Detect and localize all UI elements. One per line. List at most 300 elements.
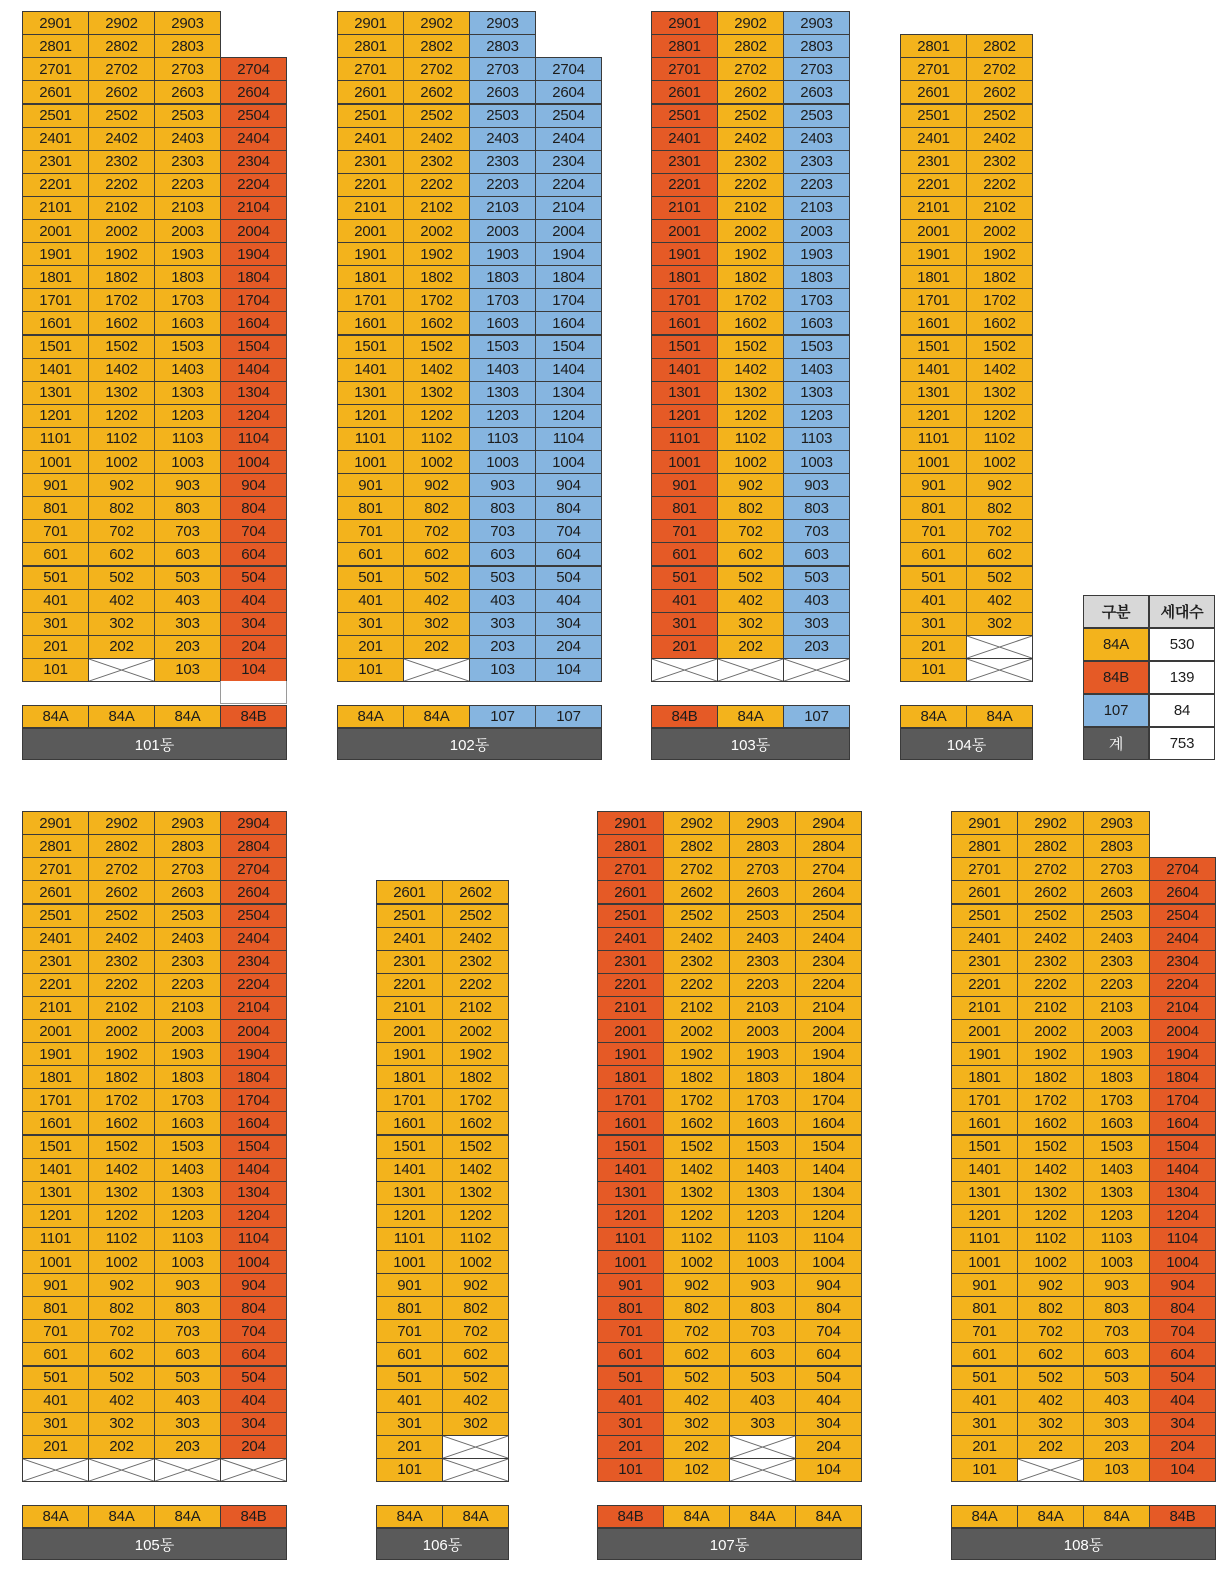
unit-cell: 1501	[951, 1135, 1018, 1159]
unit-type-cell: 107	[535, 705, 602, 728]
unit-cell: 103	[154, 658, 221, 682]
unit-cell: 704	[220, 519, 287, 543]
unit-cell: 2703	[154, 857, 221, 881]
unit-cell: 1804	[795, 1065, 862, 1089]
unit-cell: 2603	[469, 80, 536, 104]
unit-cell: 2004	[795, 1019, 862, 1043]
unit-cell: 2304	[220, 150, 287, 174]
unit-cell: 501	[22, 566, 89, 590]
unit-cell: 2901	[22, 811, 89, 835]
unit-cell: 1903	[154, 1042, 221, 1066]
unit-cell: 2101	[22, 996, 89, 1020]
unit-cell: 2501	[22, 904, 89, 928]
unit-cell: 1204	[1149, 1204, 1216, 1228]
unit-cell: 2704	[1149, 857, 1216, 881]
unit-cell: 1103	[469, 427, 536, 451]
unit-cell: 1401	[597, 1158, 664, 1182]
unit-cell: 2703	[783, 57, 850, 81]
unit-cell: 2004	[220, 1019, 287, 1043]
x-mark-icon	[404, 659, 469, 681]
unit-cell: 2103	[783, 196, 850, 220]
unit-cell: 1603	[154, 1111, 221, 1135]
unit-cell: 101	[22, 658, 89, 682]
unit-cell: 1702	[1017, 1088, 1084, 1112]
unit-cell: 2602	[403, 80, 470, 104]
unit-cell: 2202	[403, 173, 470, 197]
unit-cell: 304	[535, 612, 602, 636]
unit-cell: 603	[154, 1342, 221, 1366]
unit-cell: 101	[951, 1458, 1018, 1482]
unit-cell: 1303	[1083, 1181, 1150, 1205]
unit-cell: 601	[22, 542, 89, 566]
unit-cell: 2203	[154, 173, 221, 197]
unit-cell: 2101	[651, 196, 718, 220]
unit-cell: 1303	[783, 381, 850, 405]
unit-cell: 2301	[900, 150, 967, 174]
no-unit-cell	[22, 1458, 89, 1482]
unit-cell: 2101	[22, 196, 89, 220]
unit-cell: 401	[951, 1389, 1018, 1413]
unit-cell: 2603	[729, 880, 796, 904]
unit-cell: 1804	[535, 265, 602, 289]
unit-cell: 404	[220, 1389, 287, 1413]
unit-cell: 1202	[663, 1204, 730, 1228]
unit-cell: 1604	[220, 1111, 287, 1135]
unit-cell: 2403	[783, 127, 850, 151]
x-mark-icon	[730, 1459, 795, 1481]
no-unit-cell	[729, 1435, 796, 1459]
unit-cell: 602	[966, 542, 1033, 566]
unit-cell: 902	[717, 473, 784, 497]
unit-cell: 1302	[1017, 1181, 1084, 1205]
unit-type-cell: 84B	[651, 705, 718, 728]
unit-cell: 1201	[337, 404, 404, 428]
unit-cell: 1202	[717, 404, 784, 428]
unit-cell: 2202	[88, 173, 155, 197]
building-label: 103동	[651, 728, 850, 760]
unit-cell: 2003	[1083, 1019, 1150, 1043]
unit-cell: 1204	[535, 404, 602, 428]
unit-cell: 1703	[1083, 1088, 1150, 1112]
unit-cell: 2004	[220, 219, 287, 243]
unit-cell: 1001	[22, 1250, 89, 1274]
unit-cell: 504	[795, 1366, 862, 1390]
unit-cell: 1803	[154, 1065, 221, 1089]
legend-header-count: 세대수	[1149, 595, 1215, 628]
unit-cell: 1503	[1083, 1135, 1150, 1159]
unit-cell: 301	[337, 612, 404, 636]
unit-cell: 302	[403, 612, 470, 636]
unit-cell: 1003	[1083, 1250, 1150, 1274]
x-mark-icon	[443, 1436, 508, 1458]
unit-cell: 2404	[220, 127, 287, 151]
unit-cell: 502	[442, 1366, 509, 1390]
unit-cell: 2902	[403, 11, 470, 35]
unit-cell: 902	[88, 473, 155, 497]
unit-cell: 1501	[22, 335, 89, 359]
unit-cell: 501	[900, 566, 967, 590]
unit-cell: 2101	[337, 196, 404, 220]
unit-cell: 904	[1149, 1273, 1216, 1297]
unit-cell: 2204	[220, 173, 287, 197]
unit-cell: 1302	[442, 1181, 509, 1205]
unit-cell: 1003	[783, 450, 850, 474]
no-unit-cell	[783, 658, 850, 682]
unit-cell: 1402	[966, 358, 1033, 382]
unit-cell: 2602	[88, 880, 155, 904]
x-mark-icon	[652, 659, 717, 681]
unit-cell: 701	[376, 1319, 443, 1343]
no-unit-cell	[403, 658, 470, 682]
unit-cell: 2102	[88, 996, 155, 1020]
unit-cell: 1301	[22, 1181, 89, 1205]
unit-cell: 101	[900, 658, 967, 682]
unit-cell: 601	[376, 1342, 443, 1366]
unit-cell: 602	[88, 1342, 155, 1366]
unit-cell: 302	[88, 612, 155, 636]
x-mark-icon	[967, 636, 1032, 658]
unit-cell: 1001	[951, 1250, 1018, 1274]
unit-cell: 1504	[535, 335, 602, 359]
unit-cell: 1801	[597, 1065, 664, 1089]
unit-cell: 801	[951, 1296, 1018, 1320]
unit-cell: 703	[154, 519, 221, 543]
unit-cell: 2702	[966, 57, 1033, 81]
no-unit-cell	[966, 658, 1033, 682]
unit-cell: 803	[154, 1296, 221, 1320]
unit-cell: 2903	[154, 811, 221, 835]
unit-cell: 2403	[469, 127, 536, 151]
unit-cell: 104	[535, 658, 602, 682]
unit-cell: 1304	[220, 381, 287, 405]
unit-cell: 1604	[1149, 1111, 1216, 1135]
unit-cell: 2402	[403, 127, 470, 151]
unit-cell: 701	[951, 1319, 1018, 1343]
unit-cell: 1203	[729, 1204, 796, 1228]
unit-cell: 303	[154, 612, 221, 636]
unit-cell: 202	[88, 635, 155, 659]
unit-cell: 603	[729, 1342, 796, 1366]
unit-cell: 2304	[1149, 950, 1216, 974]
unit-cell: 2603	[154, 80, 221, 104]
unit-cell: 1202	[88, 404, 155, 428]
unit-cell: 303	[1083, 1412, 1150, 1436]
unit-cell: 1102	[717, 427, 784, 451]
unit-cell: 1104	[220, 427, 287, 451]
unit-cell: 2402	[717, 127, 784, 151]
unit-cell: 2104	[220, 996, 287, 1020]
unit-cell: 202	[88, 1435, 155, 1459]
unit-cell: 1602	[663, 1111, 730, 1135]
unit-cell: 2502	[966, 104, 1033, 128]
no-unit-cell	[442, 1435, 509, 1459]
unit-cell: 1004	[220, 450, 287, 474]
unit-cell: 1104	[1149, 1227, 1216, 1251]
unit-type-cell: 84A	[403, 705, 470, 728]
unit-cell: 2404	[220, 927, 287, 951]
unit-cell: 1101	[597, 1227, 664, 1251]
unit-cell: 904	[220, 473, 287, 497]
unit-cell: 2902	[88, 11, 155, 35]
unit-cell: 2103	[729, 996, 796, 1020]
unit-cell: 801	[22, 1296, 89, 1320]
unit-cell: 1903	[729, 1042, 796, 1066]
unit-cell: 401	[597, 1389, 664, 1413]
unit-cell: 1904	[795, 1042, 862, 1066]
unit-cell: 804	[220, 1296, 287, 1320]
unit-cell: 2901	[597, 811, 664, 835]
unit-cell: 1302	[88, 381, 155, 405]
unit-cell: 1404	[1149, 1158, 1216, 1182]
unit-cell: 104	[220, 658, 287, 682]
unit-type-cell: 107	[783, 705, 850, 728]
unit-cell: 1501	[900, 335, 967, 359]
unit-cell: 1402	[88, 358, 155, 382]
unit-cell: 1802	[88, 265, 155, 289]
unit-cell: 1003	[154, 1250, 221, 1274]
unit-cell: 2102	[717, 196, 784, 220]
unit-cell: 1203	[154, 1204, 221, 1228]
unit-cell: 1404	[795, 1158, 862, 1182]
unit-cell: 1302	[663, 1181, 730, 1205]
unit-cell: 302	[966, 612, 1033, 636]
unit-cell: 2803	[1083, 834, 1150, 858]
unit-cell: 1803	[154, 265, 221, 289]
unit-cell: 2103	[154, 196, 221, 220]
x-mark-icon	[1018, 1459, 1083, 1481]
unit-cell: 2604	[220, 880, 287, 904]
unit-cell: 2401	[951, 927, 1018, 951]
unit-cell: 1404	[220, 1158, 287, 1182]
unit-cell: 1802	[1017, 1065, 1084, 1089]
unit-cell: 2502	[663, 904, 730, 928]
unit-cell: 2402	[966, 127, 1033, 151]
no-unit-cell	[442, 1458, 509, 1482]
unit-cell: 2401	[22, 127, 89, 151]
unit-type-cell: 84A	[966, 705, 1033, 728]
unit-cell: 2002	[717, 219, 784, 243]
unit-cell: 1001	[376, 1250, 443, 1274]
unit-cell: 1601	[376, 1111, 443, 1135]
unit-cell: 1403	[1083, 1158, 1150, 1182]
unit-cell: 501	[651, 566, 718, 590]
unit-cell: 1904	[1149, 1042, 1216, 1066]
unit-cell: 1203	[469, 404, 536, 428]
unit-cell: 301	[900, 612, 967, 636]
unit-type-cell: 84A	[717, 705, 784, 728]
unit-cell: 301	[22, 612, 89, 636]
unit-cell: 602	[88, 542, 155, 566]
unit-cell: 502	[88, 1366, 155, 1390]
unit-cell: 1201	[597, 1204, 664, 1228]
unit-cell: 1701	[337, 288, 404, 312]
unit-cell: 2602	[442, 880, 509, 904]
unit-cell: 804	[795, 1296, 862, 1320]
unit-cell: 1103	[783, 427, 850, 451]
unit-cell: 1302	[88, 1181, 155, 1205]
unit-cell: 2303	[783, 150, 850, 174]
unit-cell: 2802	[88, 34, 155, 58]
unit-cell: 1002	[403, 450, 470, 474]
unit-cell: 801	[376, 1296, 443, 1320]
legend-type-swatch: 84B	[1083, 661, 1149, 694]
unit-cell: 1501	[376, 1135, 443, 1159]
unit-cell: 1601	[951, 1111, 1018, 1135]
unit-cell: 1201	[22, 404, 89, 428]
unit-cell: 1801	[376, 1065, 443, 1089]
unit-cell: 1402	[442, 1158, 509, 1182]
unit-cell: 2901	[22, 11, 89, 35]
unit-cell: 2103	[1083, 996, 1150, 1020]
unit-cell: 1802	[966, 265, 1033, 289]
unit-cell: 301	[376, 1412, 443, 1436]
unit-cell: 1902	[442, 1042, 509, 1066]
unit-cell: 2802	[663, 834, 730, 858]
unit-cell: 2501	[337, 104, 404, 128]
unit-type-cell: 84A	[1017, 1505, 1084, 1528]
unit-cell: 602	[403, 542, 470, 566]
unit-cell: 2001	[900, 219, 967, 243]
unit-cell: 1803	[1083, 1065, 1150, 1089]
unit-cell: 604	[1149, 1342, 1216, 1366]
unit-cell: 1603	[729, 1111, 796, 1135]
unit-type-cell: 84A	[729, 1505, 796, 1528]
unit-cell: 2702	[1017, 857, 1084, 881]
unit-cell: 1902	[88, 242, 155, 266]
unit-cell: 303	[469, 612, 536, 636]
unit-cell: 604	[220, 542, 287, 566]
unit-cell: 2601	[337, 80, 404, 104]
unit-cell: 2504	[220, 904, 287, 928]
unit-cell: 803	[469, 496, 536, 520]
unit-cell: 403	[469, 589, 536, 613]
unit-type-cell: 84A	[951, 1505, 1018, 1528]
unit-cell: 2403	[154, 927, 221, 951]
unit-cell: 2802	[1017, 834, 1084, 858]
unit-cell: 2601	[22, 80, 89, 104]
unit-cell: 1402	[717, 358, 784, 382]
unit-cell: 1701	[651, 288, 718, 312]
unit-cell: 802	[966, 496, 1033, 520]
unit-cell: 703	[469, 519, 536, 543]
unit-cell: 2502	[403, 104, 470, 128]
unit-cell: 1503	[154, 335, 221, 359]
unit-cell: 1403	[783, 358, 850, 382]
unit-cell: 402	[403, 589, 470, 613]
unit-cell: 1204	[220, 1204, 287, 1228]
unit-cell: 1504	[220, 1135, 287, 1159]
unit-cell: 101	[337, 658, 404, 682]
unit-cell: 2002	[966, 219, 1033, 243]
unit-cell: 801	[597, 1296, 664, 1320]
unit-cell: 1004	[795, 1250, 862, 1274]
unit-cell: 1103	[154, 427, 221, 451]
unit-cell: 2101	[376, 996, 443, 1020]
unit-cell: 1004	[220, 1250, 287, 1274]
unit-cell: 2003	[154, 219, 221, 243]
unit-cell: 601	[337, 542, 404, 566]
unit-cell: 2901	[951, 811, 1018, 835]
unit-cell: 2801	[951, 834, 1018, 858]
unit-cell: 2102	[442, 996, 509, 1020]
unit-cell: 2002	[88, 219, 155, 243]
unit-cell: 502	[717, 566, 784, 590]
unit-cell: 2104	[535, 196, 602, 220]
unit-cell: 2801	[900, 34, 967, 58]
unit-cell: 1303	[154, 1181, 221, 1205]
unit-cell: 704	[220, 1319, 287, 1343]
unit-cell: 702	[1017, 1319, 1084, 1343]
unit-cell: 603	[469, 542, 536, 566]
unit-cell: 2404	[795, 927, 862, 951]
unit-cell: 1603	[469, 311, 536, 335]
unit-cell: 201	[337, 635, 404, 659]
unit-cell: 1201	[376, 1204, 443, 1228]
unit-type-cell: 84A	[442, 1505, 509, 1528]
unit-cell: 204	[220, 1435, 287, 1459]
unit-cell: 2301	[337, 150, 404, 174]
unit-cell: 2104	[1149, 996, 1216, 1020]
unit-cell: 1603	[1083, 1111, 1150, 1135]
unit-type-cell: 84A	[154, 1505, 221, 1528]
unit-type-cell: 84B	[1149, 1505, 1216, 1528]
unit-cell: 101	[597, 1458, 664, 1482]
unit-cell: 1902	[88, 1042, 155, 1066]
unit-cell: 202	[717, 635, 784, 659]
unit-cell: 2003	[154, 1019, 221, 1043]
unit-cell: 2201	[22, 173, 89, 197]
unit-cell: 1802	[403, 265, 470, 289]
unit-cell: 1101	[900, 427, 967, 451]
unit-cell: 1201	[22, 1204, 89, 1228]
unit-cell: 1902	[717, 242, 784, 266]
unit-type-cell: 84A	[900, 705, 967, 728]
unit-cell: 2504	[795, 904, 862, 928]
unit-cell: 203	[154, 635, 221, 659]
unit-cell: 1401	[22, 1158, 89, 1182]
unit-cell: 2802	[403, 34, 470, 58]
unit-cell: 2304	[795, 950, 862, 974]
unit-cell: 302	[663, 1412, 730, 1436]
unit-cell: 2502	[442, 904, 509, 928]
unit-cell: 1902	[403, 242, 470, 266]
no-unit-cell	[154, 1458, 221, 1482]
unit-type-cell: 84A	[1083, 1505, 1150, 1528]
unit-cell: 2201	[337, 173, 404, 197]
unit-cell: 1203	[783, 404, 850, 428]
unit-cell: 303	[154, 1412, 221, 1436]
unit-cell: 804	[220, 496, 287, 520]
unit-cell: 2302	[663, 950, 730, 974]
unit-cell: 1602	[88, 1111, 155, 1135]
unit-cell: 2503	[469, 104, 536, 128]
no-unit-cell	[717, 658, 784, 682]
unit-cell: 2503	[729, 904, 796, 928]
unit-cell: 2603	[783, 80, 850, 104]
unit-cell: 1102	[442, 1227, 509, 1251]
unit-cell: 2004	[1149, 1019, 1216, 1043]
unit-cell: 1204	[220, 404, 287, 428]
unit-cell: 1302	[966, 381, 1033, 405]
unit-cell: 1904	[220, 1042, 287, 1066]
unit-cell: 2403	[1083, 927, 1150, 951]
unit-cell: 1701	[951, 1088, 1018, 1112]
unit-cell: 1002	[663, 1250, 730, 1274]
unit-cell: 2604	[1149, 880, 1216, 904]
unit-cell: 2401	[597, 927, 664, 951]
unit-cell: 1304	[535, 381, 602, 405]
unit-cell: 1101	[22, 1227, 89, 1251]
